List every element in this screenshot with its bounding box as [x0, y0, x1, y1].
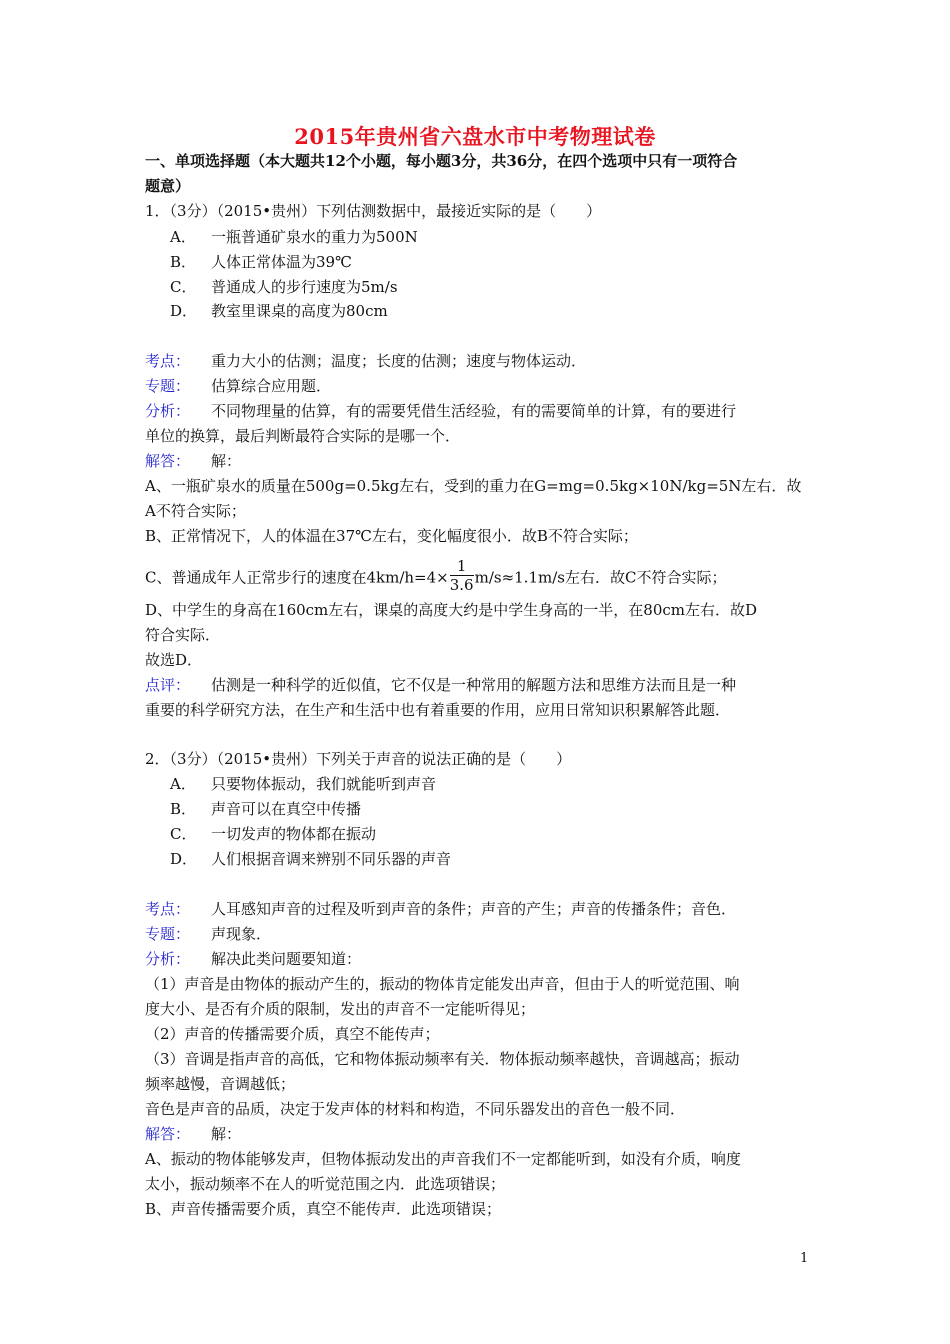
- document-title: 2015年贵州省六盘水市中考物理试卷: [294, 124, 656, 149]
- q1-dianping-cont: 重要的科学研究方法，在生产和生活中也有着重要的作用，应用日常知识积累解答此题．: [145, 701, 731, 719]
- q2-point-2: （2）声音的传播需要介质，真空不能传声；: [145, 1025, 440, 1043]
- q1-answer-b: B、正常情况下，人的体温在37℃左右，变化幅度很小．故B不符合实际；: [145, 527, 638, 545]
- q1-option-c: [170, 277, 398, 297]
- fenxi-label: 分析：: [145, 402, 191, 420]
- option-letter: A．: [170, 228, 196, 246]
- option-letter: B．: [170, 800, 197, 818]
- option-letter: C．: [170, 278, 197, 296]
- q1-answer-a-cont: A不符合实际；: [145, 502, 246, 520]
- q1-conclusion: 故选D．: [145, 651, 203, 669]
- q1-answer-c: [145, 557, 727, 597]
- option-text: 一瓶普通矿泉水的重力为500N: [211, 228, 418, 246]
- q2-stem: 2．（3分）（2015•贵州）下列关于声音的说法正确的是（ ）: [145, 750, 572, 768]
- jieda-text: 解：: [211, 1125, 242, 1143]
- jieda-text: 解：: [211, 452, 242, 470]
- jieda-label: 解答：: [145, 1125, 191, 1143]
- fenxi-label: 分析：: [145, 950, 191, 968]
- option-letter: C．: [170, 825, 197, 843]
- dianping-text: 估测是一种科学的近似值，它不仅是一种常用的解题方法和思维方法而且是一种: [211, 676, 737, 694]
- q2-point-1: （1）声音是由物体的振动产生的，振动的物体肯定能发出声音，但由于人的听觉范围、响: [145, 975, 740, 993]
- q2-answer-b: B、声音传播需要介质，真空不能传声．此选项错误；: [145, 1200, 502, 1218]
- q2-option-c: [170, 824, 376, 844]
- option-text: 声音可以在真空中传播: [211, 800, 362, 818]
- fenxi-text: 解决此类问题要知道：: [211, 950, 362, 968]
- q2-option-a: [170, 774, 436, 794]
- zhuanti-label: 专题：: [145, 377, 191, 395]
- q1-option-b: [170, 252, 352, 272]
- fraction: [450, 557, 474, 594]
- q2-kaodian: [145, 899, 736, 919]
- zhuanti-text: 声现象．: [211, 925, 272, 943]
- section-heading: 一、单项选择题（本大题共12个小题，每小题3分，共36分，在四个选项中只有一项符合: [145, 152, 738, 170]
- q2-point-4: 音色是声音的品质，决定于发声体的材料和构造，不同乐器发出的音色一般不同．: [145, 1100, 686, 1118]
- jieda-label: 解答：: [145, 452, 191, 470]
- q2-jieda: [145, 1124, 241, 1144]
- kaodian-text: 重力大小的估测；温度；长度的估测；速度与物体运动．: [211, 352, 587, 370]
- q1-fenxi: [145, 401, 736, 421]
- option-letter: B．: [170, 253, 197, 271]
- zhuanti-label: 专题：: [145, 925, 191, 943]
- q1-zhuanti: [145, 376, 331, 396]
- option-text: 一切发声的物体都在振动: [211, 825, 377, 843]
- q1-jieda: [145, 451, 241, 471]
- kaodian-label: 考点：: [145, 352, 191, 370]
- q2-point-3-cont: 频率越慢，音调越低；: [145, 1075, 296, 1093]
- q2-answer-a: A、振动的物体能够发声，但物体振动发出的声音我们不一定都能听到，如没有介质，响度: [145, 1150, 741, 1168]
- kaodian-label: 考点：: [145, 900, 191, 918]
- kaodian-text: 人耳感知声音的过程及听到声音的条件；声音的产生；声音的传播条件；音色．: [211, 900, 737, 918]
- q2-point-3: （3）音调是指声音的高低，它和物体振动频率有关．物体振动频率越快，音调越高；振动: [145, 1050, 740, 1068]
- q2-point-1-cont: 度大小、是否有介质的限制，发出的声音不一定能听得见；: [145, 1000, 536, 1018]
- answer-c-text-end: m/s≈1.1m/s左右．故C不符合实际；: [474, 568, 727, 587]
- q1-fenxi-cont: 单位的换算，最后判断最符合实际的是哪一个．: [145, 427, 461, 445]
- option-text: 只要物体振动，我们就能听到声音: [211, 775, 437, 793]
- q1-answer-a: A、一瓶矿泉水的质量在500g=0.5kg左右，受到的重力在G=mg=0.5kg×10N/kg=5N左右．故: [145, 477, 802, 495]
- option-letter: D．: [170, 850, 198, 868]
- q1-answer-d-cont: 符合实际．: [145, 626, 221, 644]
- fenxi-text: 不同物理量的估算，有的需要凭借生活经验，有的需要简单的计算，有的要进行: [211, 402, 737, 420]
- section-heading-cont: 题意）: [145, 177, 191, 195]
- fraction-denominator: 3.6: [449, 576, 474, 594]
- q1-option-d: [170, 301, 388, 321]
- q1-kaodian: [145, 351, 586, 371]
- q2-option-b: [170, 799, 361, 819]
- q2-zhuanti: [145, 924, 271, 944]
- fraction-numerator: 1: [450, 557, 474, 576]
- option-text: 人体正常体温为39℃: [211, 253, 352, 271]
- option-text: 普通成人的步行速度为5m/s: [211, 278, 398, 296]
- q1-option-a: [170, 227, 418, 247]
- q1-dianping: [145, 675, 736, 695]
- q1-stem: 1．（3分）（2015•贵州）下列估测数据中，最接近实际的是（ ）: [145, 202, 602, 220]
- q1-answer-d: D、中学生的身高在160cm左右，课桌的高度大约是中学生身高的一半，在80cm左右．故D: [145, 601, 758, 619]
- option-letter: D．: [170, 302, 198, 320]
- q2-option-d: [170, 849, 451, 869]
- zhuanti-text: 估算综合应用题．: [211, 377, 332, 395]
- option-letter: A．: [170, 775, 196, 793]
- q2-answer-a-cont: 太小，振动频率不在人的听觉范围之内．此选项错误；: [145, 1175, 506, 1193]
- q2-fenxi: [145, 949, 361, 969]
- answer-c-text: C、普通成年人正常步行的速度在4km/h=4×: [145, 568, 449, 587]
- dianping-label: 点评：: [145, 676, 191, 694]
- page-number: 1: [800, 1251, 809, 1266]
- option-text: 人们根据音调来辨别不同乐器的声音: [211, 850, 452, 868]
- option-text: 教室里课桌的高度为80cm: [211, 302, 388, 320]
